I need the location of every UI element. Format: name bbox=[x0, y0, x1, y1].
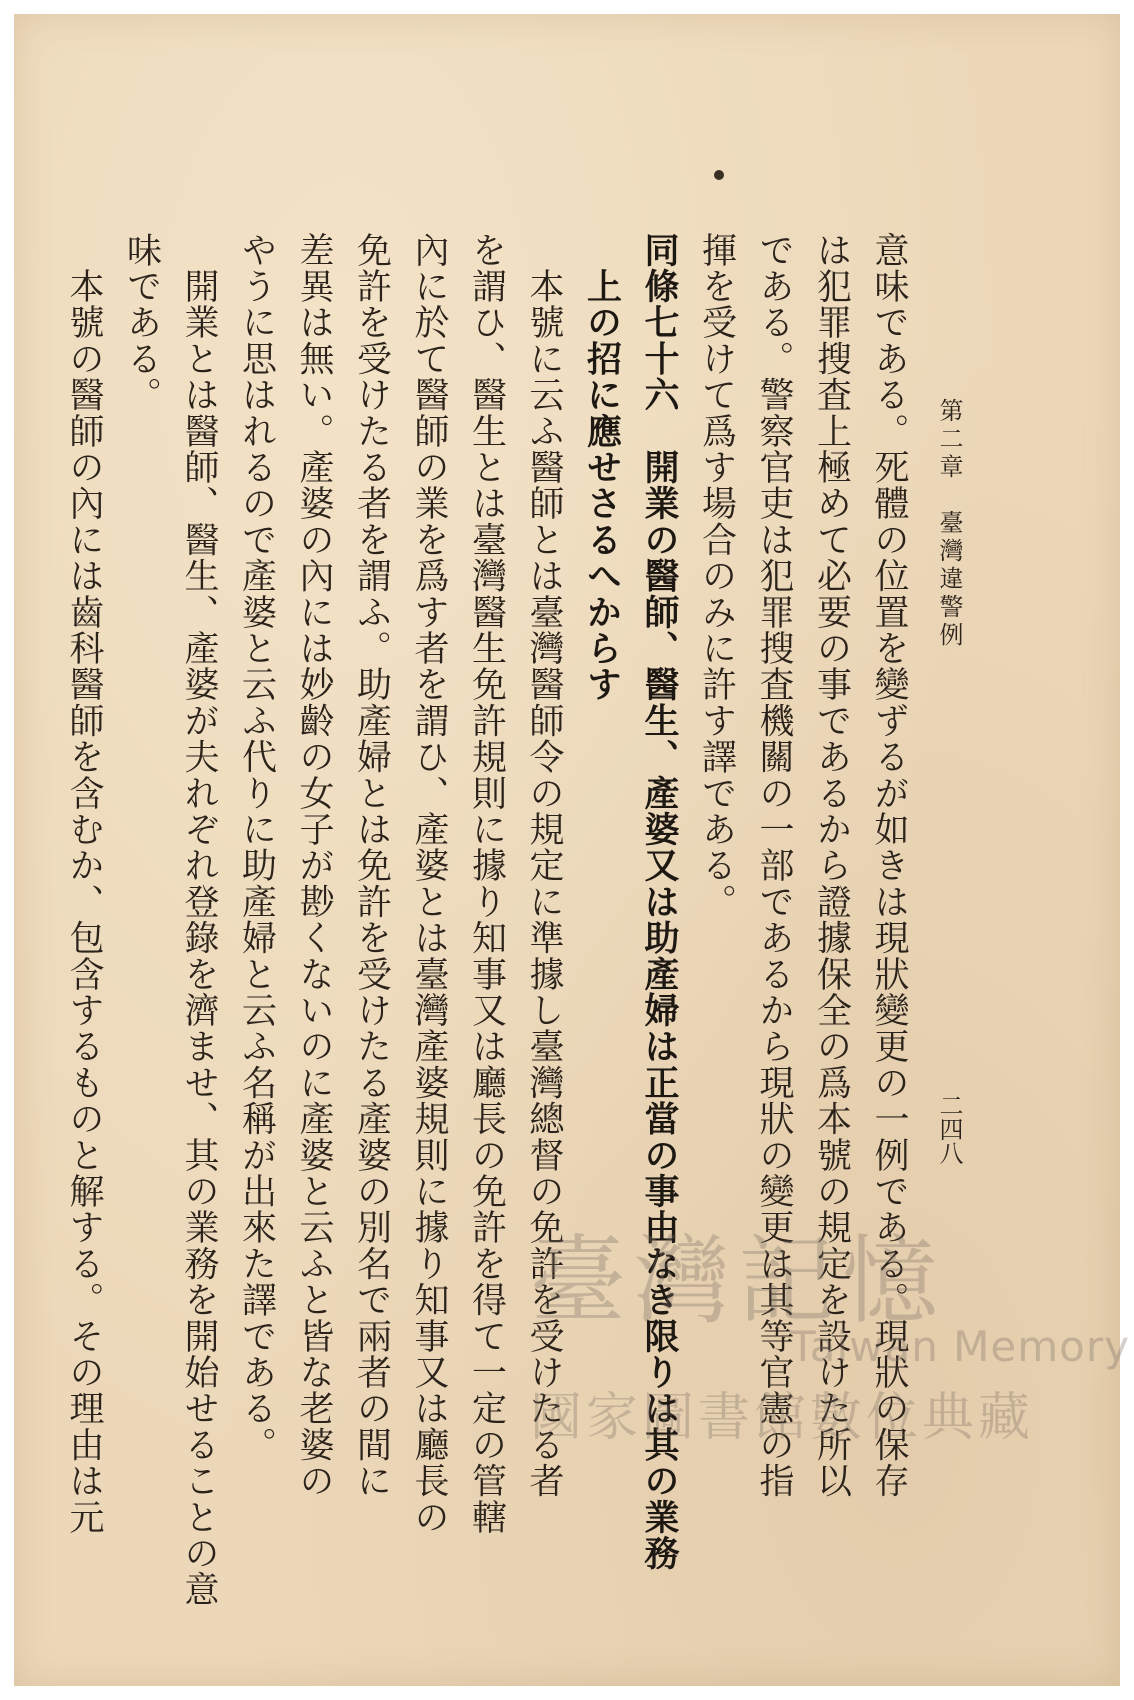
text-column: 差異は無い。產婆の內には妙齡の女子が尠くないのに產婆と云ふと皆な老婆の bbox=[294, 232, 334, 1499]
text-column: 上の招に應せさるへからす bbox=[581, 232, 622, 703]
text-column: 內に於て醫師の業を爲す者を謂ひ、產婆とは臺灣產婆規則に據り知事又は廳長の bbox=[409, 232, 449, 1536]
text-column: やうに思はれるので產婆と云ふ代りに助產婦と云ふ名稱が出來た譯である。 bbox=[236, 232, 277, 1463]
watermark-english: Taiwan Memory bbox=[790, 1322, 1130, 1371]
watermark-subtitle: 國家圖書館數位典藏 bbox=[530, 1388, 1035, 1448]
chapter-header: 第二章 臺灣違警例 bbox=[935, 398, 963, 650]
text-column: 意味である。死體の位置を變ずるが如きは現狀變更の一例である。現狀の保存 bbox=[869, 232, 909, 1499]
text-column: を謂ひ、醫生とは臺灣醫生免許規則に據り知事又は廳長の免許を得て一定の管轄 bbox=[466, 232, 507, 1536]
text-column: 味である。 bbox=[121, 232, 162, 413]
text-column: 本號の醫師の內には齒科醫師を含むか、包含するものと解する。その理由は元 bbox=[64, 232, 104, 1536]
page-number: 二四八 bbox=[935, 1093, 963, 1165]
text-column: は犯罪搜査上極めて必要の事であるから證據保全の爲本號の規定を設けた所以 bbox=[811, 232, 852, 1499]
dot-mark bbox=[714, 170, 724, 180]
text-column: 免許を受けたる者を謂ふ。助產婦とは免許を受けたる產婆の別名で兩者の間に bbox=[351, 232, 392, 1499]
text-column: 同條七十六 開業の醫師、醫生、產婆又は助產婦は正當の事由なき限りは其の業務 bbox=[639, 232, 679, 1572]
watermark-logo: 臺灣記憶 bbox=[530, 1225, 946, 1337]
text-column: 本號に云ふ醫師とは臺灣醫師令の規定に準據し臺灣總督の免許を受けたる者 bbox=[524, 232, 564, 1499]
text-column: 開業とは醫師、醫生、產婆が夫れぞれ登錄を濟ませ、其の業務を開始せることの意 bbox=[179, 232, 219, 1608]
text-column: である。警察官吏は犯罪搜査機關の一部であるから現狀の變更は其等官憲の指 bbox=[754, 232, 794, 1499]
text-column: 揮を受けて爲す場合のみに許す譯である。 bbox=[696, 232, 737, 920]
